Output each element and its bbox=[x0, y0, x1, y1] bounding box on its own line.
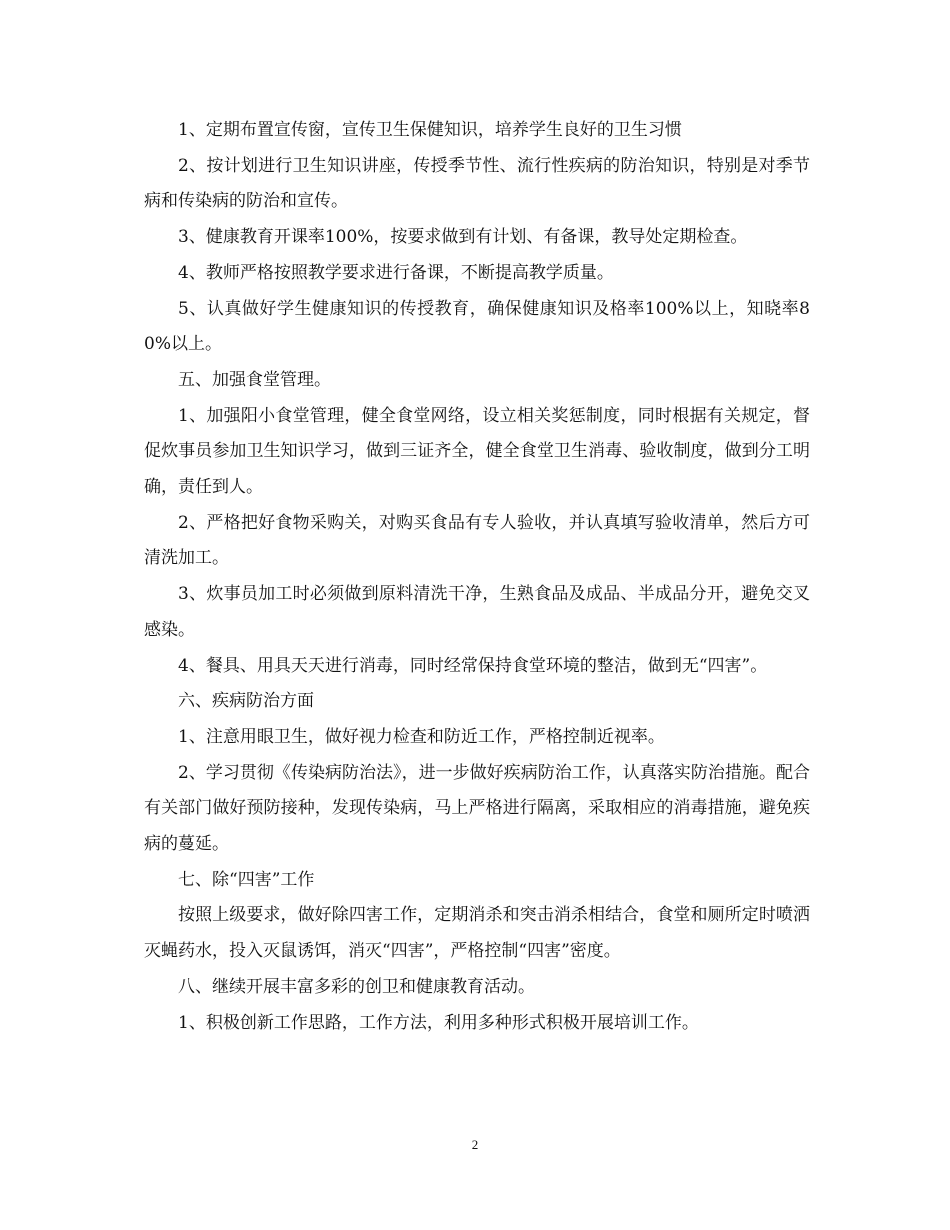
paragraph: 1、加强阳小食堂管理，健全食堂网络，设立相关奖惩制度，同时根据有关规定，督促炊事员参加卫生知识学习，做到三证齐全，健全食堂卫生消毒、验收制度，做到分工明确，责任到人。 bbox=[144, 405, 810, 498]
paragraph: 3、健康教育开课率100%，按要求做到有计划、有备课，教导处定期检查。 bbox=[178, 227, 748, 248]
section-heading: 六、疾病防治方面 bbox=[178, 691, 314, 712]
paragraph: 1、积极创新工作思路，工作方法，利用多种形式积极开展培训工作。 bbox=[178, 1012, 699, 1033]
paragraph: 1、定期布置宣传窗，宣传卫生保健知识，培养学生良好的卫生习惯 bbox=[178, 120, 682, 140]
document-body bbox=[144, 113, 810, 1041]
section-heading: 七、除“四害”工作 bbox=[178, 869, 315, 890]
section-heading: 八、继续开展丰富多彩的创卫和健康教育活动。 bbox=[178, 976, 535, 997]
page-number: 2 bbox=[471, 1137, 479, 1152]
paragraph: 2、按计划进行卫生知识讲座，传授季节性、流行性疾病的防治知识，特别是对季节病和传染病的防治和宣传。 bbox=[144, 155, 810, 212]
paragraph: 4、教师严格按照教学要求进行备课，不断提高教学质量。 bbox=[178, 262, 614, 283]
paragraph: 2、学习贯彻《传染病防治法》，进一步做好疾病防治工作，认真落实防治措施。配合有关部门做好预防接种，发现传染病，马上严格进行隔离，采取相应的消毒措施，避免疾病的蔓延。 bbox=[144, 762, 810, 855]
paragraph: 2、严格把好食物采购关，对购买食品有专人验收，并认真填写验收清单，然后方可清洗加工。 bbox=[144, 512, 810, 569]
paragraph: 3、炊事员加工时必须做到原料清洗干净，生熟食品及成品、半成品分开，避免交叉感染。 bbox=[144, 584, 810, 640]
section-heading: 五、加强食堂管理。 bbox=[178, 369, 331, 390]
paragraph: 5、认真做好学生健康知识的传授教育，确保健康知识及格率100%以上，知晓率80%以上。 bbox=[144, 298, 810, 355]
paragraph: 4、餐具、用具天天进行消毒，同时经常保持食堂环境的整洁，做到无“四害”。 bbox=[178, 655, 768, 676]
paragraph: 按照上级要求，做好除四害工作，定期消杀和突击消杀相结合，食堂和厕所定时喷洒灭蝇药水，投入灭鼠诱饵，消灭“四害”，严格控制“四害”密度。 bbox=[144, 905, 810, 962]
paragraph: 1、注意用眼卫生，做好视力检查和防近工作，严格控制近视率。 bbox=[178, 726, 665, 747]
